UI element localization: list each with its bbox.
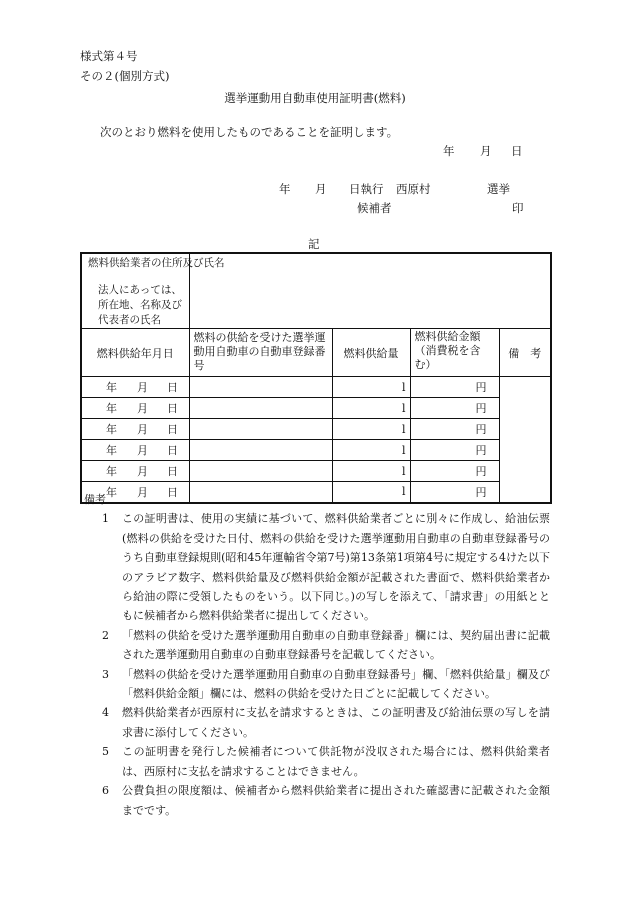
col-amount-header: 燃料供給量 — [332, 329, 410, 377]
row-date[interactable]: 年 月 日 — [81, 419, 189, 440]
issue-date-month: 月 — [480, 144, 492, 158]
election-label: 選挙 — [487, 182, 510, 196]
supplier-label-cell — [81, 253, 225, 329]
supplier-input[interactable] — [189, 253, 551, 329]
row-date[interactable]: 年 月 日 — [81, 377, 189, 398]
row-amount[interactable]: l — [332, 398, 410, 419]
election-year: 年 — [279, 182, 291, 196]
row-amount[interactable]: l — [332, 482, 410, 503]
table-row — [81, 461, 551, 482]
row-remarks[interactable] — [499, 377, 551, 503]
col-price-header: 燃料供給金額（消費税を含む） — [410, 329, 499, 377]
election-month: 月 — [315, 182, 327, 196]
remark-item: 4 燃料供給業者が西原村に支払を請求するときは、この証明書及び給油伝票の写しを請求書に添付してください。 — [102, 706, 550, 739]
row-date[interactable]: 年 月 日 — [81, 398, 189, 419]
form-number: 様式第４号 — [80, 49, 138, 63]
ki-label: 記 — [308, 237, 320, 251]
form-sub-number: その２(個別方式) — [80, 69, 170, 83]
row-amount[interactable]: l — [332, 440, 410, 461]
certification-statement: 次のとおり燃料を使用したものであることを証明します。 — [100, 125, 399, 139]
col-date-header: 燃料供給年月日 — [81, 329, 189, 377]
supplier-label: 燃料供給業者の住所及び氏名 — [88, 257, 225, 269]
row-date[interactable]: 年 月 日 — [81, 440, 189, 461]
remarks-heading: 備考 — [84, 493, 106, 506]
col-remarks-header: 備 考 — [499, 329, 551, 377]
row-vehicle[interactable] — [189, 461, 332, 482]
remark-item: 2 「燃料の供給を受けた選挙運動用自動車の自動車登録番」欄には、契約届出書に記載された選挙運動用自動車の自動車登録番号を記載してください。 — [102, 628, 550, 662]
supplier-corp-label: 法人にあっては、所在地、名称及び代表者の氏名 — [98, 284, 182, 326]
row-date[interactable]: 年 月 日 — [81, 482, 189, 503]
table-row — [81, 377, 551, 398]
col-vehicle-header: 燃料の供給を受けた選挙運動用自動車の自動車登録番号 — [189, 329, 332, 377]
issue-date-day: 日 — [511, 144, 523, 158]
row-price[interactable]: 円 — [410, 440, 499, 461]
remark-item: 6 公費負担の限度額は、候補者から燃料供給業者に提出された確認書に記載された金額までです。 — [102, 784, 550, 817]
row-vehicle[interactable] — [189, 398, 332, 419]
remark-item: 5 この証明書を発行した候補者について供託物が没収された場合には、燃料供給業者は、西原村に支払を請求することはできません。 — [102, 745, 550, 778]
remarks-section — [80, 490, 550, 820]
issue-date-year: 年 — [443, 144, 455, 158]
row-price[interactable]: 円 — [410, 461, 499, 482]
remark-item: 1 この証明書は、使用の実績に基づいて、燃料供給業者ごとに別々に作成し、給油伝票(燃料の供給を受けた日付、燃料の供給を受けた選挙運動用自動車の自動車登録番号のうち自動車登録規則(昭和45年運輸省令第7号)第13条第1項第4号に規定する4けた以下のアラビア数字、燃料供給量及び燃料供給金額が記載された書面で、燃料供給業者から給油の際に受領したものをいう。以下同じ。)の写しを添えて、「請求書」の用紙とともに候補者から燃料供給業者に提出してください。 — [102, 512, 550, 623]
fuel-certificate-table — [80, 252, 552, 504]
row-amount[interactable]: l — [332, 419, 410, 440]
page-title: 選挙運動用自動車使用証明書(燃料) — [224, 91, 406, 105]
row-amount[interactable]: l — [332, 377, 410, 398]
row-vehicle[interactable] — [189, 377, 332, 398]
seal-mark: 印 — [512, 201, 524, 215]
table-row — [81, 398, 551, 419]
row-price[interactable]: 円 — [410, 377, 499, 398]
row-vehicle[interactable] — [189, 419, 332, 440]
election-day: 日執行 — [349, 182, 384, 196]
table-row — [81, 440, 551, 461]
row-price[interactable]: 円 — [410, 419, 499, 440]
row-price[interactable]: 円 — [410, 482, 499, 503]
municipality: 西原村 — [396, 182, 431, 196]
row-price[interactable]: 円 — [410, 398, 499, 419]
table-row — [81, 419, 551, 440]
row-amount[interactable]: l — [332, 461, 410, 482]
row-date[interactable]: 年 月 日 — [81, 461, 189, 482]
remark-item: 3 「燃料の供給を受けた選挙運動用自動車の自動車登録番号」欄、「燃料供給量」欄及び「燃料供給金額」欄には、燃料の供給を受けた日ごとに記載してください。 — [102, 667, 550, 701]
row-vehicle[interactable] — [189, 440, 332, 461]
candidate-label: 候補者 — [357, 201, 392, 215]
